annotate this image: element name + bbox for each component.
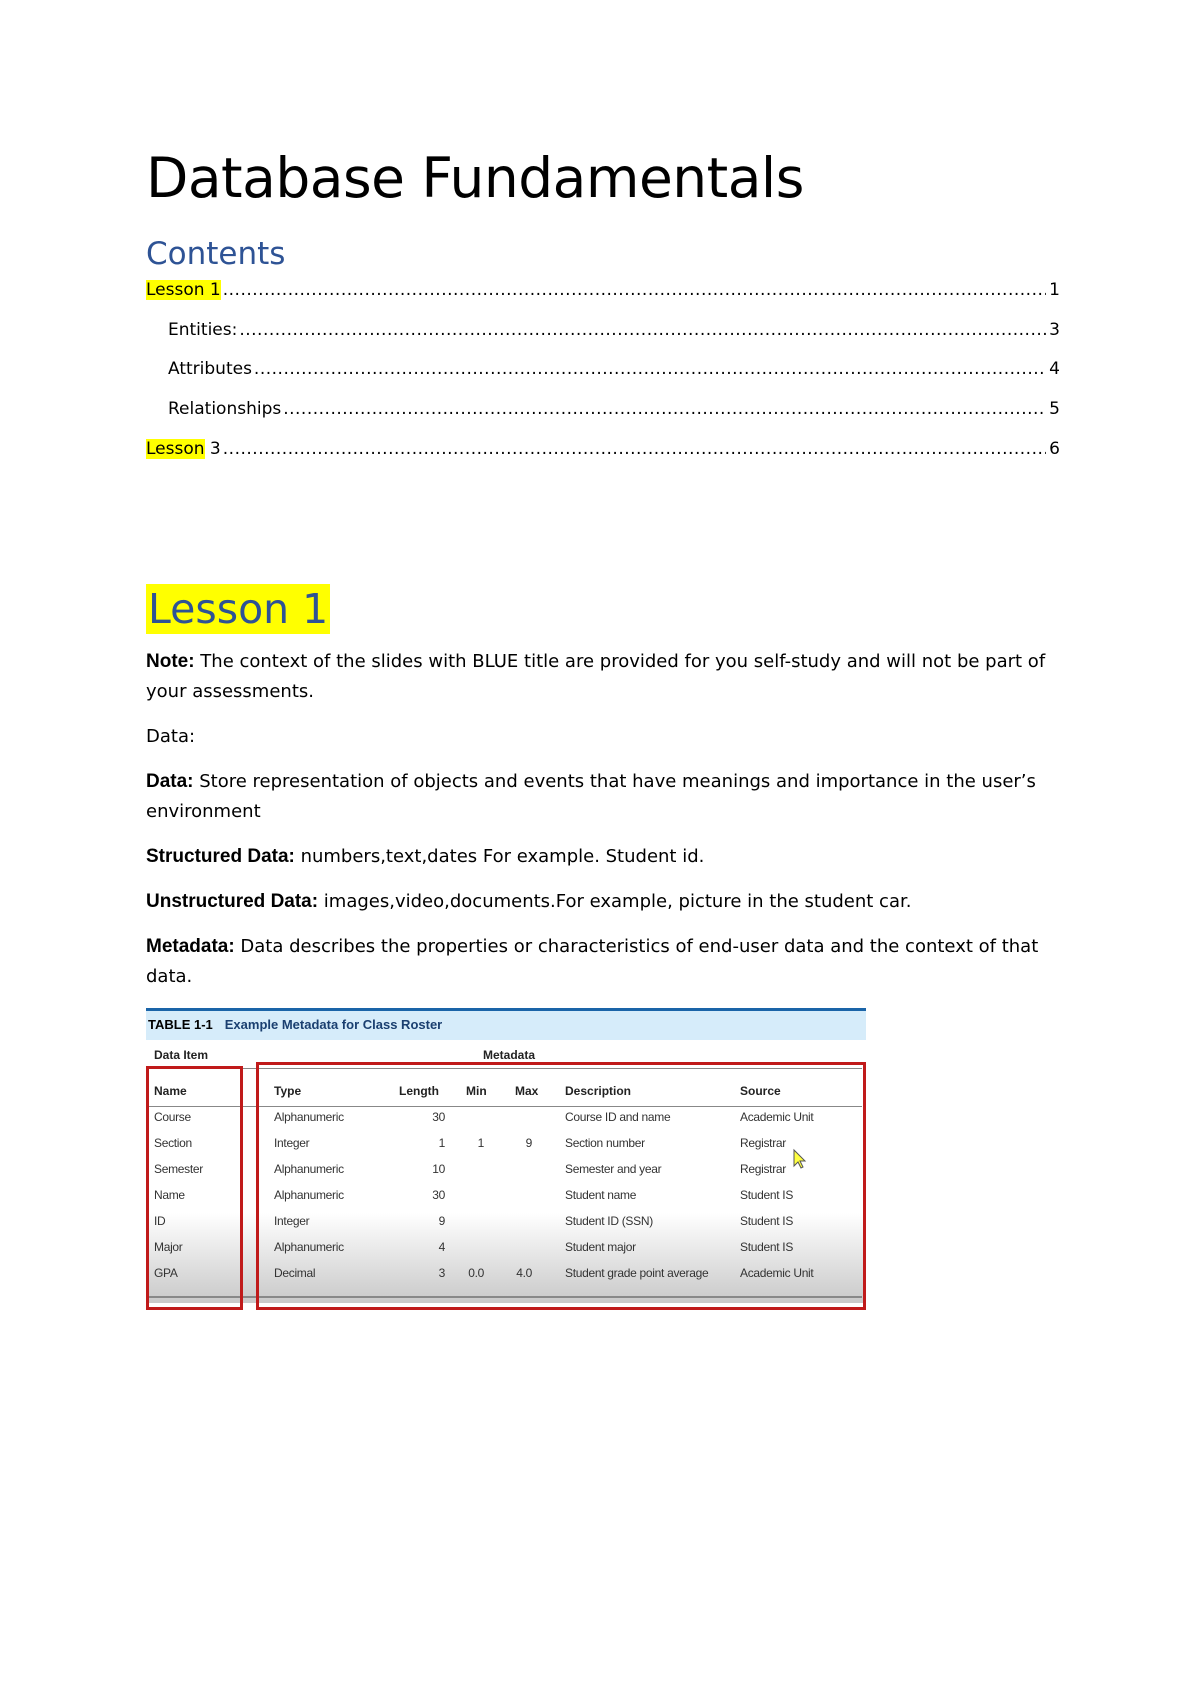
definition-term: Metadata: bbox=[146, 936, 235, 957]
table-cell-name: Course bbox=[154, 1110, 191, 1124]
toc-page-number: 6 bbox=[1049, 439, 1060, 459]
toc-entry-lesson-3[interactable] bbox=[146, 439, 1060, 465]
table-cell-source: Student IS bbox=[740, 1214, 794, 1228]
table-number: TABLE 1-1 bbox=[148, 1017, 213, 1032]
table-cell-description: Student ID (SSN) bbox=[565, 1214, 653, 1228]
definition-term: Data: bbox=[146, 771, 194, 792]
table-cell-type: Alphanumeric bbox=[274, 1240, 344, 1254]
toc-entry-label: Entities: bbox=[168, 320, 238, 340]
toc-page-number: 3 bbox=[1049, 320, 1060, 340]
toc-heading: Contents bbox=[146, 236, 286, 272]
table-cell-type: Decimal bbox=[274, 1266, 316, 1280]
definition-term: Structured Data: bbox=[146, 846, 295, 867]
note-text: The context of the slides with BLUE title are provided for you self-study and will not be part of your assessments. bbox=[146, 651, 1046, 702]
column-header-type: Type bbox=[274, 1084, 302, 1098]
toc-entry-label: Lesson 1 bbox=[146, 280, 221, 300]
table-cell-name: Major bbox=[154, 1240, 183, 1254]
toc-leader-dots bbox=[223, 280, 1046, 300]
table-cell-type: Integer bbox=[274, 1136, 310, 1150]
toc-page-number: 5 bbox=[1049, 399, 1060, 419]
definition-unstructured-data bbox=[146, 887, 1066, 917]
toc-leader-dots bbox=[239, 320, 1046, 340]
toc-entry-relationships[interactable] bbox=[168, 399, 1060, 425]
column-header-min: Min bbox=[466, 1084, 487, 1098]
table-cell-name: Name bbox=[154, 1188, 185, 1202]
table-cell-length: 1 bbox=[438, 1136, 445, 1150]
table-cell-length: 10 bbox=[432, 1162, 445, 1176]
table-cell-source: Academic Unit bbox=[740, 1266, 814, 1280]
table-cell-max: 4.0 bbox=[516, 1266, 532, 1280]
table-cell-description: Student major bbox=[565, 1240, 636, 1254]
note-label: Note: bbox=[146, 651, 195, 672]
table-cell-type: Alphanumeric bbox=[274, 1110, 344, 1124]
table-cell-length: 30 bbox=[432, 1110, 445, 1124]
group-header-data-item: Data Item bbox=[154, 1048, 209, 1062]
toc-entry-label: Lesson bbox=[146, 439, 205, 459]
table-cell-source: Student IS bbox=[740, 1240, 794, 1254]
table-cell-length: 30 bbox=[432, 1188, 445, 1202]
definition-text: Store representation of objects and events that have meanings and importance in the user’s environment bbox=[146, 771, 1036, 822]
definition-structured-data bbox=[146, 842, 1066, 872]
toc-page-number: 1 bbox=[1049, 280, 1060, 300]
table-cell-min: 0.0 bbox=[468, 1266, 484, 1280]
table-cell-name: GPA bbox=[154, 1266, 178, 1280]
toc-leader-dots bbox=[254, 359, 1046, 379]
table-cell-description: Section number bbox=[565, 1136, 645, 1150]
table-cell-max: 9 bbox=[525, 1136, 532, 1150]
table-title: Example Metadata for Class Roster bbox=[224, 1017, 443, 1032]
table-cell-description: Semester and year bbox=[565, 1162, 662, 1176]
table-cell-length: 9 bbox=[438, 1214, 445, 1228]
column-header-name: Name bbox=[154, 1084, 187, 1098]
table-cell-name: Semester bbox=[154, 1162, 203, 1176]
table-cell-source: Academic Unit bbox=[740, 1110, 814, 1124]
definition-metadata bbox=[146, 932, 1066, 992]
column-header-length: Length bbox=[399, 1084, 439, 1098]
table-cell-name: ID bbox=[154, 1214, 166, 1228]
table-cell-source: Student IS bbox=[740, 1188, 794, 1202]
mouse-cursor-icon bbox=[792, 1148, 808, 1170]
toc-entry-label: Relationships bbox=[168, 399, 282, 419]
toc-page-number: 4 bbox=[1049, 359, 1060, 379]
data-item-highlight-box bbox=[146, 1066, 243, 1310]
metadata-highlight-box bbox=[256, 1062, 866, 1310]
note-paragraph bbox=[146, 647, 1066, 707]
toc-leader-dots bbox=[223, 439, 1046, 459]
column-header-source: Source bbox=[740, 1084, 781, 1098]
column-header-description: Description bbox=[565, 1084, 632, 1098]
column-header-max: Max bbox=[515, 1084, 539, 1098]
table-cell-type: Alphanumeric bbox=[274, 1188, 344, 1202]
toc-entry-label-rest: 3 bbox=[204, 439, 221, 459]
table-cell-type: Integer bbox=[274, 1214, 310, 1228]
toc-entry-attributes[interactable] bbox=[168, 359, 1060, 385]
toc-entry-label: Attributes bbox=[168, 359, 252, 379]
table-cell-min: 1 bbox=[477, 1136, 484, 1150]
table-cell-description: Course ID and name bbox=[565, 1110, 671, 1124]
definition-text: images,video,documents.For example, picture in the student car. bbox=[318, 891, 912, 912]
lesson-heading: Lesson 1 bbox=[148, 585, 329, 633]
table-cell-description: Student name bbox=[565, 1188, 637, 1202]
definition-text: numbers,text,dates For example. Student id. bbox=[294, 846, 705, 867]
group-header-metadata: Metadata bbox=[483, 1048, 536, 1062]
toc-leader-dots bbox=[283, 399, 1046, 419]
table-cell-name: Section bbox=[154, 1136, 192, 1150]
document-title: Database Fundamentals bbox=[146, 146, 804, 210]
toc-entry-lesson-1[interactable] bbox=[146, 280, 1060, 306]
definition-term: Unstructured Data: bbox=[146, 891, 319, 912]
metadata-table-figure bbox=[146, 1008, 866, 1308]
table-cell-length: 3 bbox=[438, 1266, 445, 1280]
table-cell-description: Student grade point average bbox=[565, 1266, 709, 1280]
toc-entry-entities[interactable] bbox=[168, 320, 1060, 346]
table-caption bbox=[146, 1008, 866, 1040]
table-cell-source: Registrar bbox=[740, 1136, 786, 1150]
table-cell-type: Alphanumeric bbox=[274, 1162, 344, 1176]
data-intro: Data: bbox=[146, 726, 196, 747]
definition-text: Data describes the properties or characteristics of end-user data and the context of that data. bbox=[146, 936, 1039, 987]
table-cell-source: Registrar bbox=[740, 1162, 786, 1176]
table-cell-length: 4 bbox=[438, 1240, 445, 1254]
definition-data bbox=[146, 767, 1066, 827]
